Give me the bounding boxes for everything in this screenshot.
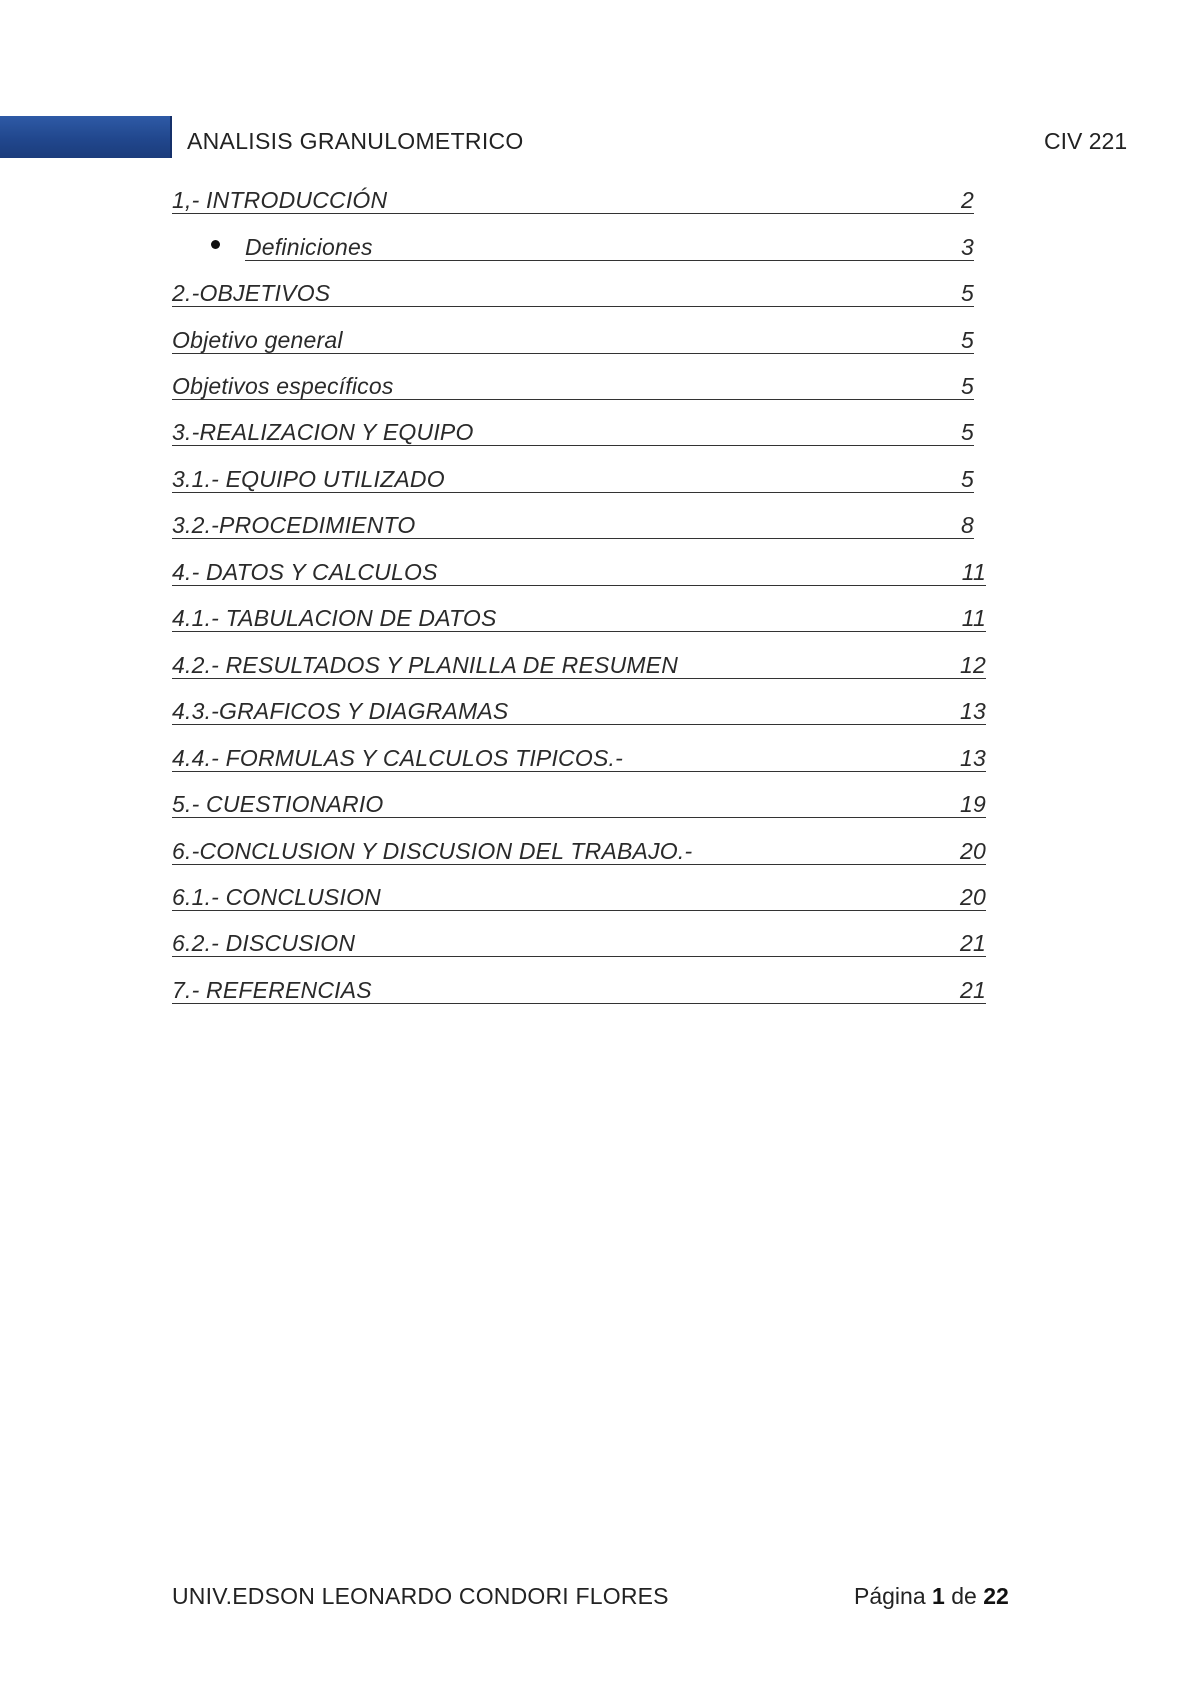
page-current: 1: [932, 1583, 945, 1609]
toc-entry-page: 5: [961, 373, 974, 399]
toc-entry-title: 6.1.- CONCLUSION: [172, 884, 381, 910]
toc-entry-page: 2: [961, 187, 974, 213]
toc-entry-page: 11: [961, 605, 986, 631]
toc-entry-page: 13: [960, 698, 986, 724]
toc-entry-title: 5.- CUESTIONARIO: [172, 791, 384, 817]
toc-entry-title: 4.2.- RESULTADOS Y PLANILLA DE RESUMEN: [172, 652, 679, 678]
toc-entry-page: 5: [961, 327, 974, 353]
toc-entry[interactable]: [172, 881, 986, 911]
toc-entry[interactable]: [245, 231, 974, 261]
toc-entry-page: 20: [960, 838, 986, 864]
toc-entry-page: 3: [961, 234, 974, 260]
bullet-icon: [211, 240, 220, 249]
toc-entry[interactable]: [172, 370, 974, 400]
toc-entry-title: Objetivo general: [172, 327, 343, 353]
toc-entry-page: 5: [961, 280, 974, 306]
toc-entry-title: 2.-OBJETIVOS: [172, 280, 331, 306]
toc-entry[interactable]: [172, 509, 974, 539]
toc-entry-title: Definiciones: [245, 234, 373, 260]
header-course-code: CIV 221: [1044, 128, 1128, 154]
toc-entry-page: 12: [960, 652, 986, 678]
toc-entry[interactable]: [172, 927, 986, 957]
toc-entry-page: 5: [961, 419, 974, 445]
page-total: 22: [983, 1583, 1009, 1609]
toc-entry[interactable]: [172, 602, 986, 632]
toc-entry-page: 8: [961, 512, 974, 538]
toc-entry-title: Objetivos específicos: [172, 373, 394, 399]
toc-entry[interactable]: [172, 463, 974, 493]
toc-entry-title: 6.-CONCLUSION Y DISCUSION DEL TRABAJO.-: [172, 838, 693, 864]
page-of: de: [951, 1583, 977, 1609]
toc-entry[interactable]: [172, 742, 986, 772]
footer-author: UNIV.EDSON LEONARDO CONDORI FLORES: [172, 1583, 669, 1609]
toc-entry-page: 21: [960, 977, 986, 1003]
toc-entry-page: 11: [961, 559, 986, 585]
toc-entry-title: 4.1.- TABULACION DE DATOS: [172, 605, 497, 631]
toc-entry-page: 21: [960, 930, 986, 956]
toc-entry[interactable]: [172, 184, 974, 214]
page-label: Página: [854, 1583, 926, 1609]
toc-entry-title: 7.- REFERENCIAS: [172, 977, 372, 1003]
toc-entry[interactable]: [172, 835, 986, 865]
toc-entry[interactable]: [172, 649, 986, 679]
toc-entry-page: 20: [960, 884, 986, 910]
toc-entry-title: 3.1.- EQUIPO UTILIZADO: [172, 466, 445, 492]
toc-entry-page: 13: [960, 745, 986, 771]
toc-entry-title: 3.-REALIZACION Y EQUIPO: [172, 419, 474, 445]
header-title: ANALISIS GRANULOMETRICO: [187, 128, 524, 154]
toc-entry-title: 1,- INTRODUCCIÓN: [172, 187, 388, 213]
toc-entry[interactable]: [172, 324, 974, 354]
toc-entry[interactable]: [172, 277, 974, 307]
toc-entry-title: 4.4.- FORMULAS Y CALCULOS TIPICOS.-: [172, 745, 623, 771]
toc-entry[interactable]: [172, 788, 986, 818]
toc-entry[interactable]: [172, 695, 986, 725]
toc-entry[interactable]: [172, 416, 974, 446]
toc-entry-title: 4.- DATOS Y CALCULOS: [172, 559, 438, 585]
toc-entry[interactable]: [172, 556, 986, 586]
footer-page-number: [854, 1583, 1009, 1610]
toc-entry-page: 19: [960, 791, 986, 817]
toc-entry[interactable]: [172, 974, 986, 1004]
toc-entry-title: 4.3.-GRAFICOS Y DIAGRAMAS: [172, 698, 509, 724]
toc-entry-title: 3.2.-PROCEDIMIENTO: [172, 512, 416, 538]
toc-entry-title: 6.2.- DISCUSION: [172, 930, 356, 956]
toc-entry-page: 5: [961, 466, 974, 492]
